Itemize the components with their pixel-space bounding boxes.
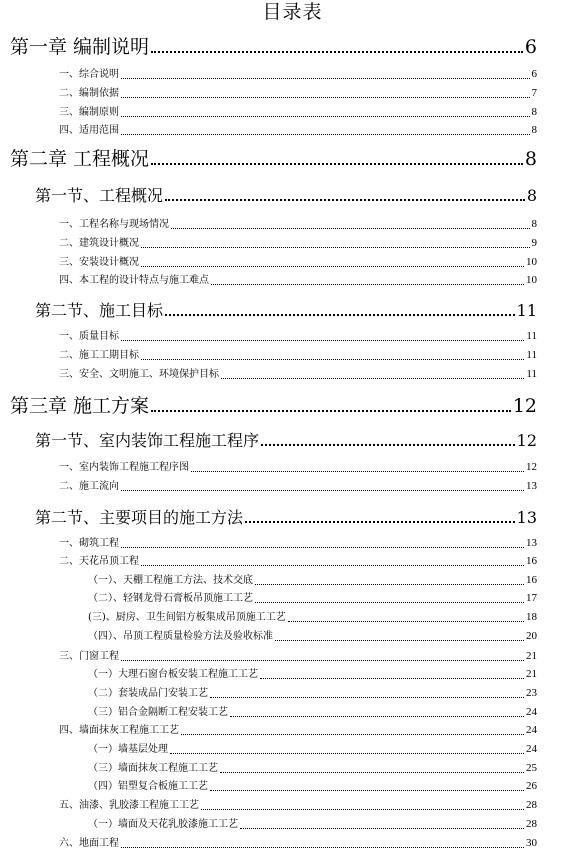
toc-dot-leader [121, 547, 524, 548]
toc-entry-label: 三、安全、文明施工、环境保护目标 [59, 369, 219, 380]
toc-entry[interactable] [35, 431, 537, 451]
toc-dot-leader [141, 565, 524, 566]
toc-entry[interactable] [35, 508, 537, 528]
toc-entry-label: （一）、天棚工程施工方法、技术交底 [88, 575, 253, 586]
toc-dot-leader [181, 734, 524, 735]
toc-entry-label: 四、本工程的设计特点与施工难点 [59, 275, 209, 286]
toc-entry-page-number: 8 [531, 124, 537, 136]
toc-dot-leader [121, 78, 530, 79]
toc-entry-label: 二、施工流向 [59, 481, 119, 492]
toc-entry[interactable] [59, 124, 537, 137]
toc-dot-leader [151, 51, 523, 53]
toc-dot-leader [210, 790, 524, 791]
toc-entry-label: 六、地面工程 [59, 838, 119, 849]
toc-entry-page-number: 8 [531, 106, 537, 118]
toc-dot-leader [288, 621, 524, 622]
toc-entry[interactable] [35, 301, 537, 321]
toc-entry-label: 二、施工工期目标 [59, 350, 139, 361]
toc-entry[interactable] [59, 218, 537, 231]
toc-entry[interactable] [88, 706, 537, 719]
toc-dot-leader [171, 228, 530, 229]
toc-entry[interactable] [59, 256, 537, 269]
toc-entry-label: (三)、厨房、卫生间铝方板集成吊顶施工工艺 [88, 612, 286, 623]
toc-entry-page-number: 11 [526, 349, 537, 361]
toc-entry[interactable] [59, 106, 537, 119]
toc-dot-leader [121, 340, 524, 341]
toc-entry-page-number: 24 [526, 724, 537, 736]
toc-entry-label: 第三章 施工方案 [10, 395, 150, 417]
toc-entry-page-number: 12 [516, 431, 537, 450]
toc-entry-label: 一、综合说明 [59, 69, 119, 80]
toc-dot-leader [121, 97, 530, 98]
toc-dot-leader [151, 410, 511, 412]
toc-entry-label: （二）、轻钢龙骨石膏板吊顶施工工艺 [88, 593, 253, 604]
toc-entry[interactable] [59, 461, 537, 474]
toc-dot-leader [240, 828, 524, 829]
toc-entry-page-number: 24 [526, 743, 537, 755]
toc-entry[interactable] [88, 743, 537, 756]
toc-entry-label: 二、建筑设计概况 [59, 238, 139, 249]
toc-entry-page-number: 28 [526, 799, 537, 811]
toc-dot-leader [211, 284, 524, 285]
toc-entry-page-number: 10 [526, 274, 537, 286]
toc-entry[interactable] [10, 35, 537, 59]
toc-entry[interactable] [88, 630, 537, 643]
toc-entry-label: 三、安装设计概况 [59, 257, 139, 268]
toc-entry-page-number: 6 [524, 36, 537, 58]
toc-entry[interactable] [88, 762, 537, 775]
toc-dot-leader [220, 772, 524, 773]
toc-entry[interactable] [59, 349, 537, 362]
toc-dot-leader [221, 378, 524, 379]
toc-entry-label: （四）、吊顶工程质量检验方法及验收标准 [88, 631, 273, 642]
toc-dot-leader [121, 660, 524, 661]
toc-entry-label: （三）墙面抹灰工程施工工艺 [88, 763, 218, 774]
toc-entry-page-number: 28 [526, 818, 537, 830]
toc-entry-page-number: 12 [526, 461, 537, 473]
toc-dot-leader [151, 163, 523, 165]
toc-entry[interactable] [59, 555, 537, 568]
toc-entry-label: 三、门窗工程 [59, 651, 119, 662]
toc-entry[interactable] [59, 480, 537, 493]
toc-entry-label: （三）铝合金隔断工程安装工艺 [88, 707, 228, 718]
toc-entry[interactable] [59, 537, 537, 550]
toc-entry-page-number: 24 [526, 706, 537, 718]
toc-entry[interactable] [88, 687, 537, 700]
toc-entry-page-number: 10 [526, 256, 537, 268]
toc-dot-leader [245, 521, 515, 523]
toc-entry[interactable] [59, 724, 537, 737]
toc-dot-leader [121, 490, 524, 491]
toc-entry-page-number: 9 [531, 237, 537, 249]
toc-entry[interactable] [88, 592, 537, 605]
toc-entry-label: 第二节、施工目标 [35, 301, 164, 320]
toc-entry-page-number: 8 [524, 148, 537, 170]
toc-entry[interactable] [59, 68, 537, 81]
toc-entry[interactable] [35, 186, 537, 206]
toc-entry-label: 一、砌筑工程 [59, 538, 119, 549]
toc-entry-page-number: 11 [516, 301, 537, 320]
toc-entry[interactable] [59, 650, 537, 663]
toc-dot-leader [191, 471, 524, 472]
toc-entry-label: 四、适用范围 [59, 125, 119, 136]
toc-entry-label: 一、室内装饰工程施工程序图 [59, 462, 189, 473]
toc-entry-label: （一）墙面及天花乳胶漆施工工艺 [88, 819, 238, 830]
toc-entry-page-number: 20 [526, 630, 537, 642]
toc-dot-leader [121, 116, 530, 117]
toc-entry[interactable] [59, 330, 537, 343]
toc-entry-page-number: 18 [526, 611, 537, 623]
toc-entry-page-number: 8 [526, 186, 537, 205]
toc-entry[interactable] [59, 368, 537, 381]
toc-entry-label: 五、油漆、乳胶漆工程施工工艺 [59, 800, 199, 811]
toc-dot-leader [255, 584, 524, 585]
toc-entry-page-number: 12 [512, 395, 537, 417]
toc-dot-leader [170, 753, 524, 754]
toc-entry-label: 第一节、工程概况 [35, 186, 164, 205]
toc-entry-page-number: 23 [526, 687, 537, 699]
toc-entry-label: 第二章 工程概况 [10, 148, 150, 170]
toc-dot-leader [261, 444, 515, 446]
toc-entry[interactable] [59, 799, 537, 812]
toc-entry-page-number: 25 [526, 762, 537, 774]
toc-entry-page-number: 7 [531, 87, 537, 99]
toc-entry-label: 二、编制依据 [59, 88, 119, 99]
toc-entry-label: 第二节、主要项目的施工方法 [35, 508, 244, 527]
toc-entry-page-number: 8 [531, 218, 537, 230]
toc-entry[interactable] [59, 837, 537, 850]
toc-entry-label: （四）铝塑复合板施工工艺 [88, 781, 208, 792]
toc-entry-label: （一）大理石窗台板安装工程施工工艺 [88, 669, 258, 680]
toc-entry[interactable] [10, 147, 537, 171]
toc-dot-leader [275, 640, 524, 641]
toc-entry-page-number: 16 [526, 555, 537, 567]
toc-entry-page-number: 13 [526, 537, 537, 549]
toc-title: 目录表 [262, 1, 323, 23]
toc-entry[interactable] [59, 237, 537, 250]
toc-entry[interactable] [88, 574, 537, 587]
toc-entry-page-number: 6 [531, 68, 537, 80]
toc-entry[interactable] [10, 394, 537, 418]
toc-entry-page-number: 16 [526, 574, 537, 586]
toc-entry-page-number: 13 [526, 480, 537, 492]
toc-dot-leader [165, 314, 515, 316]
toc-dot-leader [210, 697, 524, 698]
toc-entry[interactable] [88, 668, 537, 681]
toc-dot-leader [121, 847, 524, 848]
toc-entry-page-number: 26 [526, 780, 537, 792]
toc-entry-label: （二）套装成品门安装工艺 [88, 688, 208, 699]
toc-entry-page-number: 13 [516, 508, 537, 527]
toc-entry-label: 二、天花吊顶工程 [59, 556, 139, 567]
toc-entry-page-number: 21 [526, 650, 537, 662]
toc-entry-page-number: 11 [526, 368, 537, 380]
toc-entry-label: 四、墙面抹灰工程施工工艺 [59, 725, 179, 736]
toc-dot-leader [201, 809, 524, 810]
toc-entry-label: 第一章 编制说明 [10, 36, 150, 58]
toc-entry-page-number: 21 [526, 668, 537, 680]
toc-entry-page-number: 30 [526, 837, 537, 849]
toc-dot-leader [165, 199, 525, 201]
toc-entry[interactable] [59, 274, 537, 287]
toc-entry-label: 一、工程名称与现场情况 [59, 219, 169, 230]
toc-dot-leader [230, 716, 524, 717]
toc-dot-leader [141, 359, 524, 360]
toc-entry[interactable] [88, 611, 537, 624]
toc-entry[interactable] [59, 87, 537, 100]
toc-entry-label: （一）墙基层处理 [88, 744, 168, 755]
toc-entry-page-number: 11 [526, 330, 537, 342]
toc-dot-leader [255, 602, 524, 603]
toc-entry-page-number: 17 [526, 592, 537, 604]
toc-dot-leader [141, 266, 524, 267]
toc-dot-leader [141, 247, 530, 248]
toc-dot-leader [260, 678, 524, 679]
toc-dot-leader [121, 134, 530, 135]
toc-entry[interactable] [88, 818, 537, 831]
toc-entry-label: 第一节、室内装饰工程施工程序 [35, 431, 260, 450]
toc-entry-label: 三、编制原则 [59, 107, 119, 118]
toc-entry[interactable] [88, 780, 537, 793]
toc-entry-label: 一、质量目标 [59, 331, 119, 342]
